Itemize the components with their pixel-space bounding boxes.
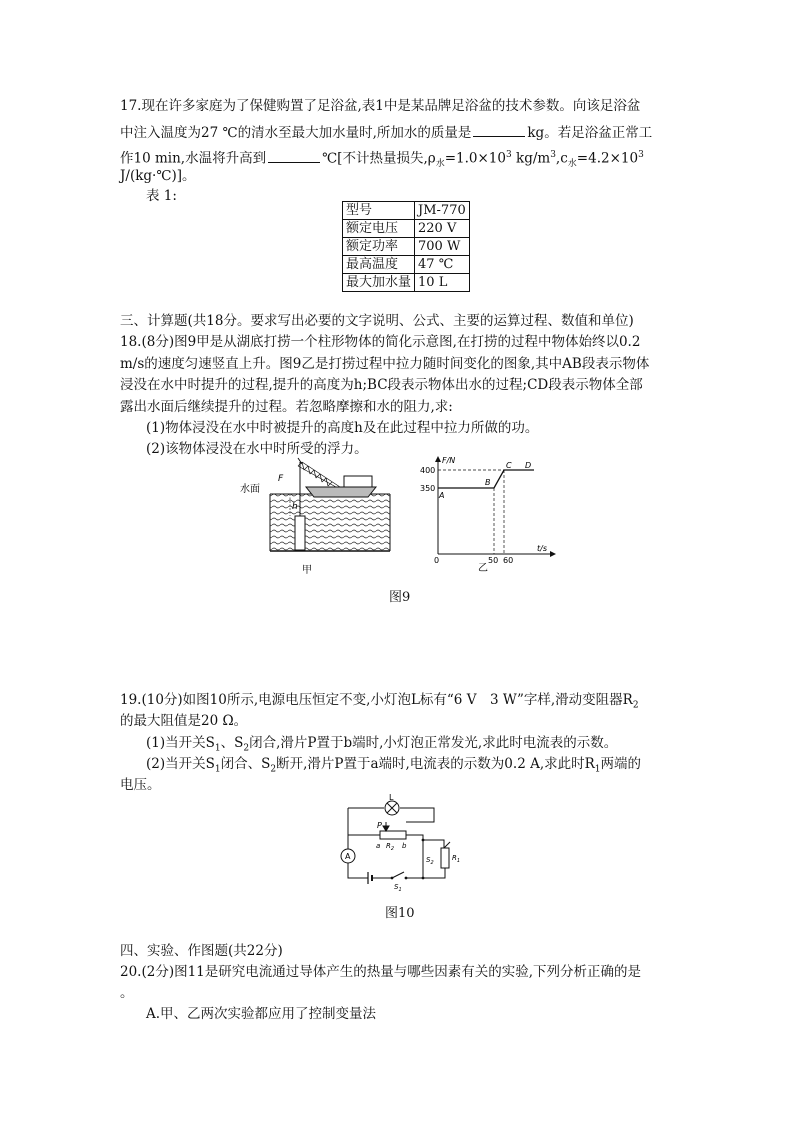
section4-heading: 四、实验、作图题(共22分): [120, 943, 283, 959]
figure9-force-time-graph: [420, 454, 560, 572]
point-label-A: A: [439, 491, 445, 500]
figure-b-caption: 乙: [478, 563, 488, 572]
q18-part1: (1)物体浸没在水中时被提升的高度h及在此过程中拉力所做的功。: [146, 420, 539, 436]
y-axis-label: F/N: [442, 456, 456, 465]
tick-label: 60: [503, 556, 514, 565]
end-b-label: b: [402, 842, 407, 850]
q18-part2: (2)该物体浸没在水中时所受的浮力。: [146, 441, 368, 457]
figure9-caption: 图9: [389, 590, 411, 605]
table-row: 额定功率 700 W: [343, 238, 470, 256]
lamp-label: L: [389, 793, 394, 802]
height-label: h: [292, 502, 298, 512]
switch-s2-label: $S_2$: [426, 856, 434, 866]
point-label-C: C: [506, 461, 512, 470]
table-label: 表 1:: [146, 188, 177, 204]
tick-label: 400: [420, 466, 436, 475]
q20-line2: 。: [120, 985, 134, 1001]
table-row: 额定电压 220 V: [343, 220, 470, 238]
figure10-caption: 图10: [385, 906, 415, 921]
q20-line1: 20.(2分)图11是研究电流通过导体产生的热量与哪些因素有关的实验,下列分析正确的是: [120, 964, 642, 980]
q18-line1: 18.(8分)图9甲是从湖底打捞一个柱形物体的简化示意图,在打捞的过程中物体始终以0.2: [120, 334, 641, 350]
figure9-salvage-diagram: [240, 456, 400, 574]
answer-blank-mass[interactable]: [473, 123, 525, 137]
section3-heading: 三、计算题(共18分。要求写出必要的文字说明、公式、主要的运算过程、数值和单位): [120, 313, 634, 329]
force-label: F: [278, 474, 284, 484]
switch-s1-label: $S_1$: [394, 883, 402, 893]
q17-line4: J/(kg·℃)]。: [120, 168, 196, 184]
q19-line2: 的最大阻值是20 Ω。: [120, 713, 248, 729]
point-label-D: D: [525, 461, 532, 470]
resistor-r1-label: $R_1$: [452, 854, 461, 864]
water-surface-label: 水面: [240, 484, 260, 495]
q17-line3: 作10 min,水温将升高到 ℃[不计热量损失$,\rho_水=1.0\times 10^3$ $kg/m^3,c_水=4.2\times 10^3$: [120, 150, 644, 170]
table-row: 最高温度 47 ℃: [343, 256, 470, 274]
q19-part1: (1)当开关$S_1$、$S_2$闭合,滑片P置于b端时,小灯泡正常发光,求此时电流表的示数。: [146, 735, 618, 754]
rheostat-label: $R_2$: [386, 842, 395, 852]
tick-label: 50: [488, 556, 499, 565]
x-axis-label: t/s: [537, 544, 547, 553]
end-a-label: a: [376, 842, 381, 850]
q19-part2-cont: 电压。: [120, 777, 161, 793]
q18-line4: 露出水面后继续提升的过程。若忽略摩擦和水的阻力,求:: [120, 399, 453, 415]
q19-line1: 19.(10分)如图10所示,电源电压恒定不变,小灯泡L标有“6 V 3 W”字样,滑动变阻器$R_2$: [120, 692, 639, 711]
figure-a-caption: 甲: [302, 565, 312, 574]
q17-line2: 中注入温度为27 ℃的清水至最大加水量时,所加水的质量是 kg。若足浴盆正常工: [120, 125, 653, 141]
tick-label: 350: [420, 484, 436, 493]
point-label-B: B: [485, 478, 491, 487]
tick-label: 0: [434, 556, 440, 565]
q20-option-a[interactable]: A.甲、乙两次实验都应用了控制变量法: [146, 1006, 377, 1022]
spec-table: [342, 201, 470, 292]
answer-blank-temperature[interactable]: [268, 149, 320, 163]
table-row: 型号 JM-770: [343, 202, 470, 220]
table-row: 最大加水量 10 L: [343, 274, 470, 292]
q19-part2: (2)当开关$S_1$闭合、$S_2$断开,滑片P置于a端时,电流表的示数为0.2 A,求此时$R_1$两端的: [146, 756, 642, 775]
figure10-circuit-diagram: [326, 792, 472, 894]
ammeter-label: A: [345, 852, 351, 861]
q18-line2: m/s的速度匀速竖直上升。图9乙是打捞过程中拉力随时间变化的图象,其中AB段表示物体: [120, 356, 650, 372]
slider-label: P: [377, 821, 382, 830]
q17-line1: 17.现在许多家庭为了保健购置了足浴盆,表1中是某品牌足浴盆的技术参数。向该足浴盆: [120, 98, 641, 114]
q18-line3: 浸没在水中时提升的过程,提升的高度为h;BC段表示物体出水的过程;CD段表示物体全部: [120, 377, 643, 393]
